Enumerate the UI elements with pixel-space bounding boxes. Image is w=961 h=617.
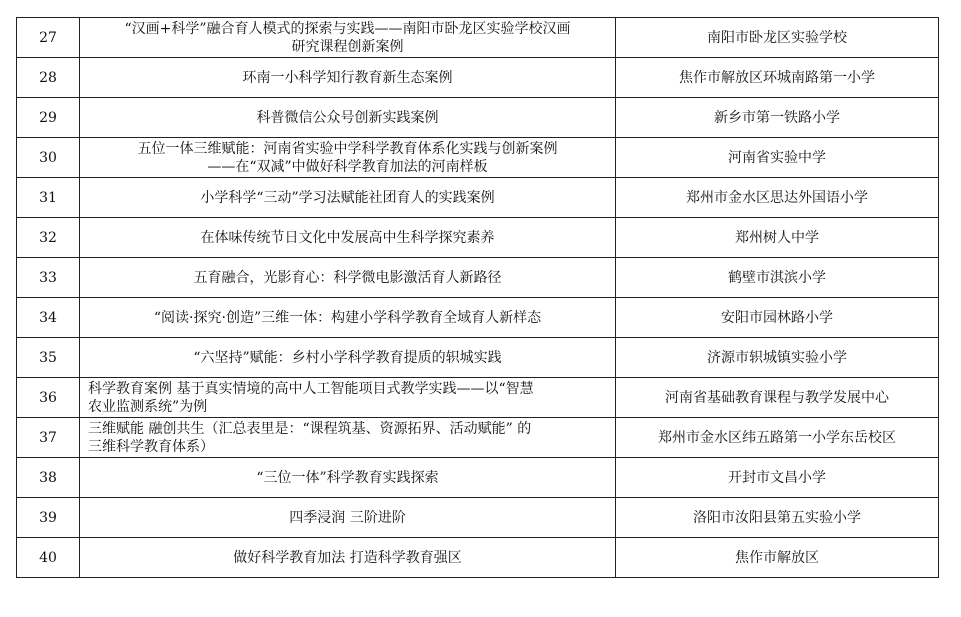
- table-row: [17, 18, 939, 58]
- row-number-cell: 33: [17, 258, 80, 298]
- organization-cell: 济源市轵城镇实验小学: [616, 338, 939, 378]
- table-row: [17, 98, 939, 138]
- case-title-cell: [80, 218, 616, 258]
- case-title-cell: [80, 298, 616, 338]
- row-number-cell: 35: [17, 338, 80, 378]
- case-title-cell: [80, 378, 616, 418]
- case-title-cell: [80, 418, 616, 458]
- table-row: [17, 178, 939, 218]
- case-title-line: 四季浸润 三阶进阶: [289, 509, 406, 526]
- organization-cell: 安阳市园林路小学: [616, 298, 939, 338]
- row-number-cell: 40: [17, 538, 80, 578]
- case-title-cell: [80, 18, 616, 58]
- table-row: [17, 338, 939, 378]
- table-row: [17, 378, 939, 418]
- case-title-line: 科学教育案例 基于真实情境的高中人工智能项目式教学实践——以“智慧: [88, 380, 534, 397]
- table-row: [17, 138, 939, 178]
- table-row: [17, 418, 939, 458]
- row-number-cell: 38: [17, 458, 80, 498]
- table-row: [17, 218, 939, 258]
- case-title-cell: [80, 258, 616, 298]
- row-number-cell: 31: [17, 178, 80, 218]
- organization-cell: 焦作市解放区环城南路第一小学: [616, 58, 939, 98]
- case-title-line: 环南一小科学知行教育新生态案例: [242, 69, 453, 86]
- row-number-cell: 28: [17, 58, 80, 98]
- case-list-sheet: [16, 17, 938, 578]
- case-title-cell: [80, 98, 616, 138]
- organization-cell: 新乡市第一铁路小学: [616, 98, 939, 138]
- row-number-cell: 34: [17, 298, 80, 338]
- organization-cell: 鹤壁市淇滨小学: [616, 258, 939, 298]
- case-title-line: 科普微信公众号创新实践案例: [256, 109, 439, 126]
- case-title-cell: [80, 458, 616, 498]
- case-title-line: 五位一体三维赋能：河南省实验中学科学教育体系化实践与创新案例: [137, 140, 558, 157]
- row-number-cell: 37: [17, 418, 80, 458]
- case-title-line: “六坚持”赋能：乡村小学科学教育提质的轵城实践: [193, 349, 502, 366]
- organization-cell: 河南省基础教育课程与教学发展中心: [616, 378, 939, 418]
- organization-cell: 河南省实验中学: [616, 138, 939, 178]
- row-number-cell: 27: [17, 18, 80, 58]
- case-title-cell: [80, 178, 616, 218]
- case-title-line: 小学科学“三动”学习法赋能社团育人的实践案例: [200, 189, 495, 206]
- row-number-cell: 36: [17, 378, 80, 418]
- table-row: [17, 498, 939, 538]
- organization-cell: 郑州市金水区思达外国语小学: [616, 178, 939, 218]
- case-title-line: “汉画+科学”融合育人模式的探索与实践——南阳市卧龙区实验学校汉画: [124, 20, 571, 37]
- table-row: [17, 58, 939, 98]
- table-row: [17, 538, 939, 578]
- organization-cell: 焦作市解放区: [616, 538, 939, 578]
- row-number-cell: 39: [17, 498, 80, 538]
- organization-cell: 南阳市卧龙区实验学校: [616, 18, 939, 58]
- case-title-line: “三位一体”科学教育实践探索: [256, 469, 439, 486]
- case-list-table: [16, 17, 939, 578]
- organization-cell: 郑州树人中学: [616, 218, 939, 258]
- table-row: [17, 458, 939, 498]
- row-number-cell: 32: [17, 218, 80, 258]
- row-number-cell: 30: [17, 138, 80, 178]
- case-title-line: 五育融合，光影育心：科学微电影激活育人新路径: [193, 269, 502, 286]
- case-title-cell: [80, 538, 616, 578]
- organization-cell: 郑州市金水区纬五路第一小学东岳校区: [616, 418, 939, 458]
- case-title-cell: [80, 58, 616, 98]
- case-title-line: ——在“双减”中做好科学教育加法的河南样板: [207, 158, 488, 175]
- case-title-cell: [80, 498, 616, 538]
- case-list-body: [17, 18, 939, 578]
- case-title-cell: [80, 138, 616, 178]
- table-row: [17, 298, 939, 338]
- case-title-line: “阅读·探究·创造”三维一体：构建小学科学教育全域育人新样态: [153, 309, 542, 326]
- case-title-line: 在体味传统节日文化中发展高中生科学探究素养: [200, 229, 495, 246]
- organization-cell: 洛阳市汝阳县第五实验小学: [616, 498, 939, 538]
- case-title-cell: [80, 338, 616, 378]
- case-title-line: 三维赋能 融创共生（汇总表里是：“课程筑基、资源拓界、活动赋能” 的: [88, 420, 532, 437]
- table-row: [17, 258, 939, 298]
- row-number-cell: 29: [17, 98, 80, 138]
- case-title-line: 三维科学教育体系）: [88, 438, 214, 455]
- case-title-line: 农业监测系统”为例: [88, 398, 208, 415]
- case-title-line: 研究课程创新案例: [291, 38, 404, 55]
- organization-cell: 开封市文昌小学: [616, 458, 939, 498]
- case-title-line: 做好科学教育加法 打造科学教育强区: [233, 549, 462, 566]
